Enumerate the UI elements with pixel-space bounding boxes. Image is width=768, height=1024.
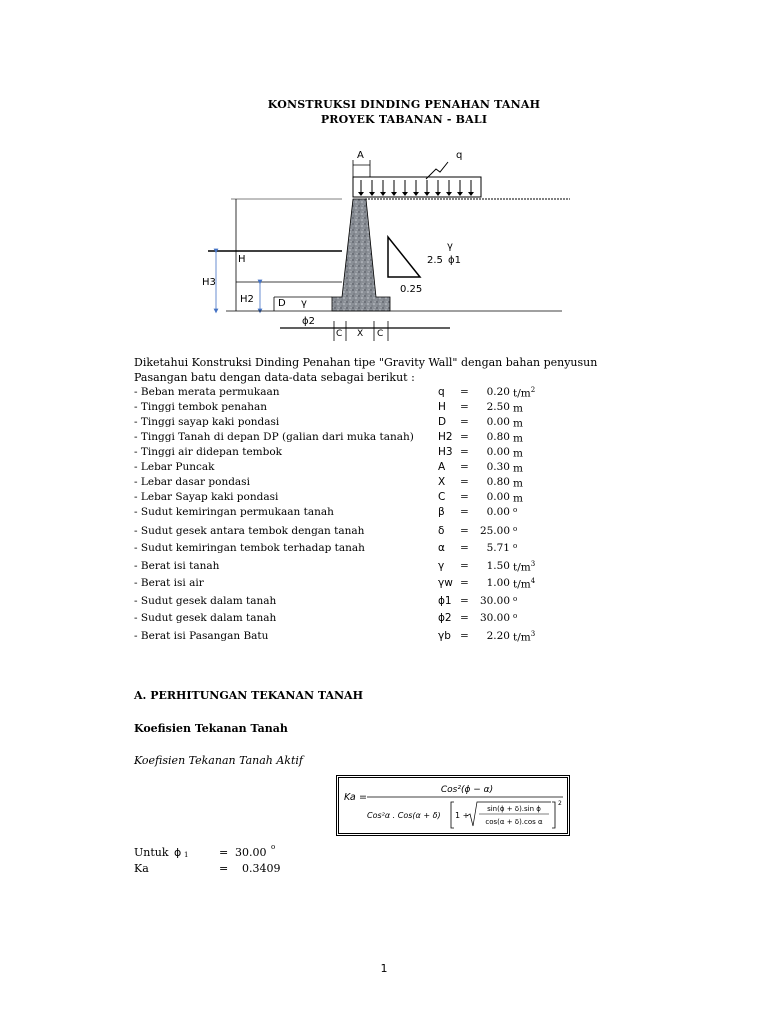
parameter-value: 2.20 [486, 630, 510, 642]
parameter-unit [513, 386, 535, 400]
parameter-symbol: γw [438, 577, 453, 589]
result-phi-sub: 1 [184, 851, 189, 859]
parameter-value: 0.00 [486, 446, 510, 458]
parameter-row [134, 577, 554, 592]
slope-triangle [388, 237, 420, 277]
parameter-label: - Lebar dasar pondasi [134, 476, 250, 488]
parameter-unit [513, 461, 523, 475]
formula-right-bracket [552, 802, 555, 828]
parameter-unit [513, 612, 517, 626]
parameter-unit-text: m [513, 417, 523, 430]
parameter-value: 0.00 [486, 491, 510, 503]
parameter-row [134, 506, 554, 521]
parameter-row [134, 630, 554, 645]
label-C-left: C [336, 329, 343, 339]
parameter-unit-text: t/m [513, 631, 531, 644]
label-q: q [456, 150, 463, 161]
parameter-row [134, 612, 554, 627]
parameter-value: 0.00 [486, 506, 510, 518]
parameter-unit-text: m [513, 432, 523, 445]
label-phi2: ϕ2 [302, 316, 315, 327]
parameter-row [134, 446, 554, 461]
parameter-label: - Tinggi Tanah di depan DP (galian dari muka tanah) [134, 431, 414, 443]
parameter-value: 0.80 [486, 476, 510, 488]
parameter-unit [513, 506, 517, 520]
parameter-unit-superscript: 4 [530, 577, 536, 585]
label-gamma-top: γ [447, 241, 453, 252]
parameter-equals: = [460, 491, 469, 503]
parameter-symbol: β [438, 506, 445, 518]
parameter-label: - Berat isi tanah [134, 560, 220, 572]
parameter-unit [513, 560, 535, 574]
label-H3: H3 [202, 277, 216, 288]
parameter-unit [513, 525, 517, 539]
parameter-equals: = [460, 416, 469, 428]
parameter-unit [513, 577, 535, 591]
parameter-label: - Sudut gesek dalam tanah [134, 612, 277, 624]
parameter-equals: = [460, 386, 469, 398]
ka-formula-box [336, 775, 570, 836]
parameter-unit-superscript: 2 [530, 386, 536, 394]
parameter-unit-text: m [513, 402, 523, 415]
parameter-value: 2.50 [486, 401, 510, 413]
parameter-unit [513, 491, 523, 505]
parameter-row [134, 461, 554, 476]
parameter-row [134, 416, 554, 431]
parameter-equals: = [460, 525, 469, 537]
parameter-label: - Berat isi Pasangan Batu [134, 630, 269, 642]
parameter-value: 1.50 [486, 560, 510, 572]
parameter-unit-superscript: o [513, 612, 518, 620]
parameter-equals: = [460, 476, 469, 488]
parameter-symbol: ϕ1 [438, 595, 452, 607]
result-ka-value: 0.3409 [242, 862, 281, 875]
parameter-label: - Lebar Sayap kaki pondasi [134, 491, 279, 503]
parameter-label: - Tinggi tembok penahan [134, 401, 268, 413]
retaining-wall-diagram [190, 145, 580, 345]
parameter-unit [513, 476, 523, 490]
parameter-label: - Sudut gesek antara tembok dengan tanah [134, 525, 365, 537]
parameter-unit-text: m [513, 462, 523, 475]
parameter-unit-text: t/m [513, 578, 531, 591]
parameter-symbol: A [438, 461, 446, 473]
parameter-unit-text: t/m [513, 561, 531, 574]
label-ratio-vertical: 2.5 [427, 255, 443, 266]
parameter-unit [513, 595, 517, 609]
parameter-row [134, 431, 554, 446]
parameter-label: - Sudut kemiringan permukaan tanah [134, 506, 334, 518]
parameter-label: - Lebar Puncak [134, 461, 215, 473]
page-number: 1 [380, 962, 388, 975]
load-q [353, 162, 481, 197]
parameter-symbol: q [438, 386, 445, 398]
dimension-A [353, 160, 370, 177]
formula-one-plus: 1 + [455, 811, 470, 820]
formula-sqrt-numerator: sin(ϕ + δ).sin ϕ [487, 805, 541, 813]
result-eq2: = [219, 862, 229, 875]
parameter-equals: = [460, 577, 469, 589]
parameter-symbol: H [438, 401, 446, 413]
parameter-equals: = [460, 542, 469, 554]
subsection-heading: Koefisien Tekanan Tanah [134, 722, 288, 735]
parameter-symbol: γb [438, 630, 451, 642]
parameter-unit-text: m [513, 447, 523, 460]
intro-line1: Diketahui Konstruksi Dinding Penahan tipe "Gravity Wall" dengan bahan penyusun [134, 356, 598, 369]
label-H: H [238, 254, 246, 265]
parameter-unit-superscript: 3 [530, 560, 536, 568]
document-title-line1: KONSTRUKSI DINDING PENAHAN TANAH [267, 98, 541, 111]
parameter-value: 30.00 [479, 595, 510, 607]
document-title-line2: PROYEK TABANAN - BALI [320, 113, 488, 126]
parameter-unit-superscript: o [513, 506, 518, 514]
label-D: D [278, 298, 286, 309]
label-phi1: ϕ1 [448, 255, 461, 266]
parameter-label: - Berat isi air [134, 577, 204, 589]
parameter-value: 25.00 [479, 525, 510, 537]
label-C-right: C [377, 329, 384, 339]
parameter-symbol: H3 [438, 446, 453, 458]
parameter-row [134, 401, 554, 416]
parameter-unit-superscript: 3 [530, 630, 536, 638]
parameter-label: - Beban merata permukaan [134, 386, 280, 398]
dimension-lines [208, 199, 562, 341]
parameter-unit-superscript: o [513, 542, 518, 550]
parameter-symbol: δ [438, 525, 445, 537]
label-ratio-horizontal: 0.25 [400, 284, 423, 295]
result-untuk-label: Untuk [134, 846, 169, 859]
parameter-equals: = [460, 461, 469, 473]
parameter-equals: = [460, 506, 469, 518]
parameter-row [134, 476, 554, 491]
parameter-unit [513, 542, 517, 556]
result-phi-unit: o [271, 843, 276, 851]
parameter-unit [513, 401, 523, 415]
parameter-symbol: γ [438, 560, 445, 572]
parameter-row [134, 386, 554, 401]
parameter-symbol: D [438, 416, 447, 428]
parameter-value: 0.30 [486, 461, 510, 473]
parameter-equals: = [460, 595, 469, 607]
parameter-value: 0.80 [486, 431, 510, 443]
parameter-row [134, 560, 554, 575]
parameter-value: 5.71 [486, 542, 510, 554]
formula-lhs: Ka [344, 792, 356, 803]
parameter-row [134, 491, 554, 506]
intro-line2: Pasangan batu dengan data-data sebagai berikut : [134, 371, 415, 384]
result-phi-symbol: ϕ [174, 846, 182, 859]
result-phi-value: 30.00 [235, 846, 267, 859]
result-eq1: = [219, 846, 229, 859]
parameter-unit-text: m [513, 492, 523, 505]
parameter-symbol: α [438, 542, 445, 554]
label-X: X [357, 329, 364, 339]
parameter-unit [513, 446, 523, 460]
result-ka-label: Ka [134, 862, 149, 875]
formula-exponent: 2 [558, 800, 562, 807]
parameter-unit-superscript: o [513, 595, 518, 603]
formula-left-bracket [451, 802, 454, 828]
section-heading: A. PERHITUNGAN TEKANAN TANAH [134, 689, 363, 702]
parameter-row [134, 525, 554, 540]
parameter-equals: = [460, 630, 469, 642]
parameter-unit [513, 431, 523, 445]
parameter-equals: = [460, 560, 469, 572]
parameter-unit [513, 630, 535, 644]
parameter-unit-text: m [513, 477, 523, 490]
parameter-symbol: ϕ2 [438, 612, 452, 624]
label-H2: H2 [240, 294, 254, 305]
parameter-unit [513, 416, 523, 430]
parameter-row [134, 595, 554, 610]
parameter-symbol: H2 [438, 431, 453, 443]
subsubsection-heading: Koefisien Tekanan Tanah Aktif [134, 754, 303, 767]
formula-sqrt-denominator: cos(α + δ).cos α [485, 818, 543, 826]
label-A: A [357, 150, 364, 161]
parameter-equals: = [460, 612, 469, 624]
parameter-symbol: X [438, 476, 446, 488]
parameter-unit-text: t/m [513, 387, 531, 400]
formula-numerator: Cos²(ϕ − α) [440, 785, 494, 795]
parameter-label: - Tinggi sayap kaki pondasi [134, 416, 280, 428]
parameter-value: 0.20 [486, 386, 510, 398]
parameter-value: 1.00 [486, 577, 510, 589]
label-gamma-bottom: γ [301, 298, 307, 309]
parameter-label: - Tinggi air didepan tembok [134, 446, 283, 458]
wall-body [332, 199, 390, 311]
parameter-row [134, 542, 554, 557]
parameter-label: - Sudut kemiringan tembok terhadap tanah [134, 542, 365, 554]
parameter-equals: = [460, 446, 469, 458]
formula-denominator-left: Cos²α . Cos(α + δ) [367, 811, 441, 820]
parameter-unit-superscript: o [513, 525, 518, 533]
parameter-symbol: C [438, 491, 446, 503]
parameter-label: - Sudut gesek dalam tanah [134, 595, 277, 607]
parameter-value: 30.00 [479, 612, 510, 624]
parameter-equals: = [460, 431, 469, 443]
parameter-value: 0.00 [486, 416, 510, 428]
formula-eq: = [359, 792, 367, 803]
parameter-equals: = [460, 401, 469, 413]
